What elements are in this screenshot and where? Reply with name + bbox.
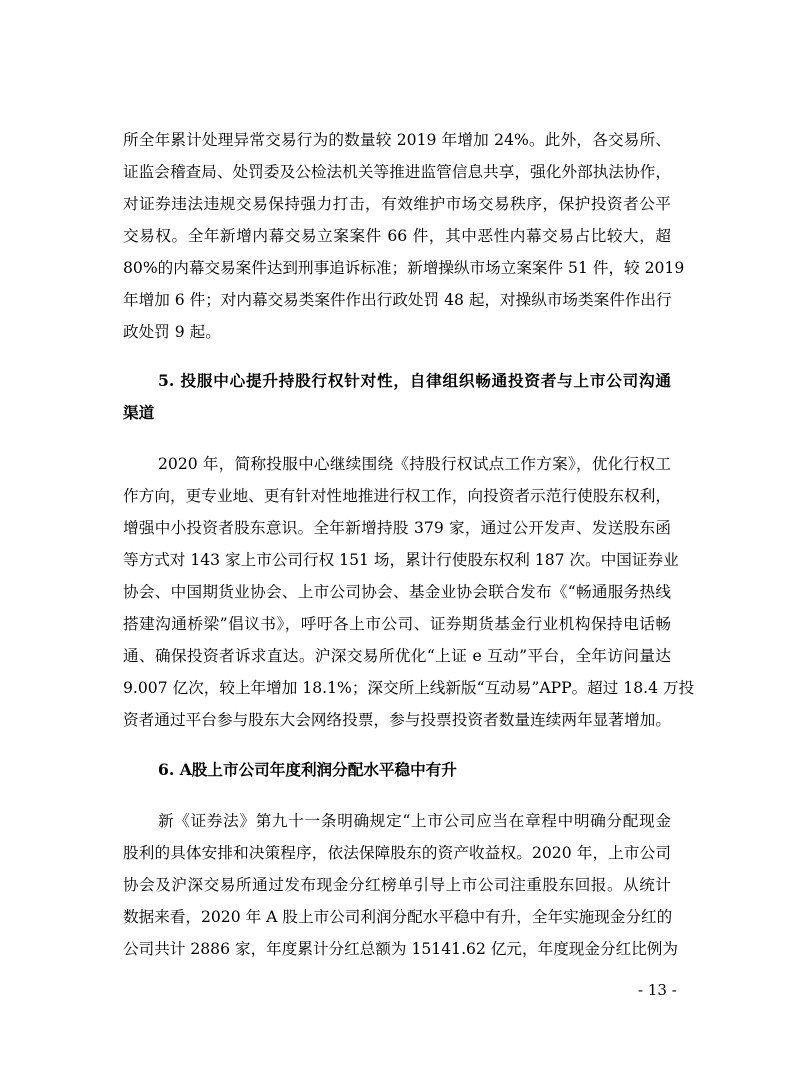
paragraph-line: 80%的内幕交易案件达到刑事追诉标准；新增操纵市场立案案件 51 件，较 2019 [123,259,685,277]
heading-line: 5. 投服中心提升持股行权针对性，自律组织畅通投资者与上市公司沟通 [158,371,671,390]
paragraph-line: 新《证券法》第九十一条明确规定“上市公司应当在章程中明确分配现金 [158,812,671,830]
paragraph-line: 资者通过平台参与股东大会网络投票，参与投票投资者数量连续两年显著增加。 [123,711,671,729]
section-heading-5 [123,365,671,429]
paragraph-line: 等方式对 143 家上市公司行权 151 场，累计行使股东权利 187 次。中国证券业 [123,551,679,569]
paragraph-line: 所全年累计处理异常交易行为的数量较 2019 年增加 24%。此外，各交易所、 [123,131,671,149]
paragraph-line: 协会及沪深交易所通过发布现金分红榜单引导上市公司注重股东回报。从统计 [123,876,671,894]
paragraph-line: 作方向，更专业地、更有针对性地推进行权工作，向投资者示范行使股东权利， [123,487,671,505]
paragraph-line: 通、确保投资者诉求直达。沪深交易所优化“上证 e 互动”平台，全年访问量达 [123,647,671,665]
paragraph-line: 年增加 6 件；对内幕交易类案件作出行政处罚 48 起，对操纵市场类案件作出行 [123,291,672,309]
paragraph-line: 股利的具体安排和决策程序，依法保障股东的资产收益权。2020 年，上市公司 [123,844,671,862]
paragraph-line: 9.007 亿次，较上年增加 18.1%；深交所上线新版“互动易”APP。超过 18.4 万投 [123,679,695,697]
page-number: - 13 - [638,981,677,999]
heading-line: 6. A股上市公司年度利润分配水平稳中有升 [158,760,457,779]
paragraph-line: 公司共计 2886 家，年度累计分红总额为 15141.62 亿元，年度现金分红比例为 [123,940,678,958]
paragraph-line: 交易权。全年新增内幕交易立案案件 66 件，其中恶性内幕交易占比较大，超 [123,227,671,245]
section-heading-6 [123,754,671,786]
paragraph-line: 政处罚 9 起。 [123,323,221,341]
paragraph-investor-service [123,448,695,736]
paragraph-line: 数据来看，2020 年 A 股上市公司利润分配水平稳中有升，全年实施现金分红的 [123,908,673,926]
paragraph-line: 增强中小投资者股东意识。全年新增持股 379 家，通过公开发声、发送股东函 [123,519,671,537]
paragraph-line: 搭建沟通桥梁”倡议书》，呼吁各上市公司、证券期货基金行业机构保持电话畅 [123,615,671,633]
paragraph-dividend [123,805,678,965]
paragraph-enforcement [123,124,685,348]
paragraph-line: 对证券违法违规交易保持强力打击，有效维护市场交易秩序，保护投资者公平 [123,195,671,213]
paragraph-line: 证监会稽查局、处罚委及公检法机关等推进监管信息共享，强化外部执法协作， [123,163,671,181]
heading-line: 渠道 [123,403,155,422]
paragraph-line: 2020 年，简称投服中心继续围绕《持股行权试点工作方案》，优化行权工 [158,455,671,473]
paragraph-line: 协会、中国期货业协会、上市公司协会、基金业协会联合发布《“畅通服务热线 [123,583,671,601]
